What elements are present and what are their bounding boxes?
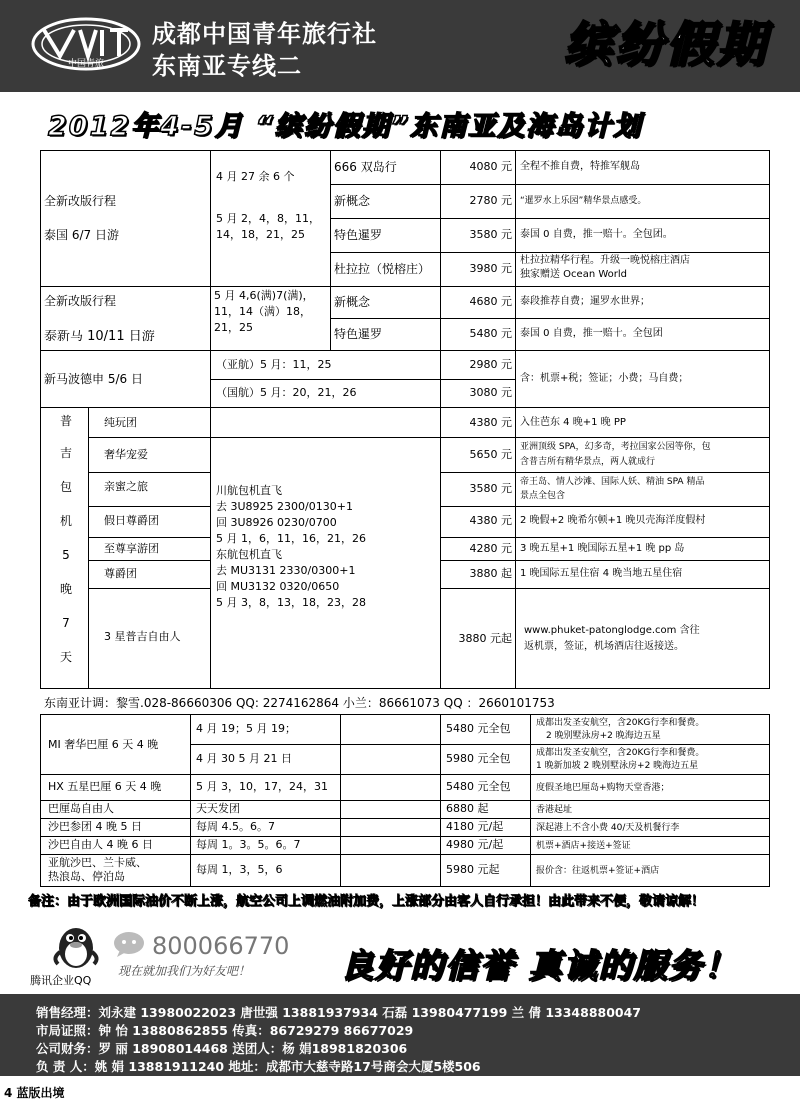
phuket-row-name: 3 星普吉自由人 (104, 630, 181, 643)
phuket-row-price: 3880 元起 (458, 632, 512, 645)
island-row-date: 4 月 19；5 月 19； (196, 722, 296, 735)
phuket-row-desc: 入住芭东 4 晚+1 晚 PP (520, 417, 626, 428)
thailand-row-price: 2780 元 (469, 194, 512, 207)
cyts-logo-icon (30, 16, 142, 72)
phuket-row-name: 亲蜜之旅 (104, 480, 148, 493)
phuket-row-desc: www.phuket-patonglodge.com 含往 (524, 625, 700, 636)
thailand-row-name: 666 双岛行 (334, 160, 397, 174)
phuket-row-desc: 1 晚国际五星住宿 4 晚当地五星住宿 (520, 568, 683, 579)
island-row-date: 天天发团 (196, 802, 240, 815)
remark-note: 备注：由于欧洲国际油价不断上涨，航空公司上调燃油附加费，上涨部分由客人自行承担！由此带来不便，敬请谅解！ (28, 894, 705, 909)
island-row-desc: 成都出发圣安航空，含20KG行李和餐费。 (536, 718, 705, 728)
phuket-flight-line: 5 月 1，6，11，16，21，26 (216, 532, 366, 545)
brand-title: 缤纷假期 (563, 17, 768, 73)
phuket-row-price: 5650 元 (469, 448, 512, 461)
qq-penguin-icon[interactable] (48, 922, 104, 970)
island-row-desc-2: 1 晚新加坡 2 晚别墅泳房+2 晚海边五星 (536, 761, 699, 771)
thailand-row-price: 3580 元 (469, 228, 512, 241)
phuket-vertical-char: 机 (59, 514, 72, 528)
phuket-row-desc-2: 景点全包含 (520, 491, 566, 501)
thai-malay-row-name: 新概念 (334, 295, 371, 309)
phuket-flight-line: 去 MU3131 2330/0300+1 (216, 564, 356, 577)
thai-malay-row-price: 4680 元 (469, 295, 512, 308)
phuket-row-desc: 2 晚假+2 晚希尔顿+1 晚贝壳海洋度假村 (520, 515, 706, 526)
thai-malay-dates-3: 21，25 (214, 321, 253, 334)
thailand-row-name: 杜拉拉（悦榕庄） (334, 262, 431, 276)
phuket-vertical-char: 吉 (59, 446, 72, 460)
thailand-row-desc: “暹罗水上乐园”精华景点感受。 (520, 196, 647, 206)
phuket-row-price: 3880 起 (469, 567, 512, 580)
island-row-desc: 香港起址 (536, 805, 573, 815)
phuket-flight-line: 去 3U8925 2300/0130+1 (216, 500, 353, 513)
phuket-row-name: 纯玩团 (104, 416, 137, 429)
island-row-date: 每周 4.5。6。7 (196, 820, 275, 833)
phuket-row-price: 3580 元 (469, 482, 512, 495)
thailand-dates-2b: 14，18，21，25 (216, 228, 305, 241)
island-row-date: 每周 1，3，5，6 (196, 863, 283, 876)
phuket-vertical-char: 普 (59, 414, 72, 428)
welcome-text: 现在就加我们为好友吧！ (118, 964, 251, 978)
phuket-row-desc-2: 含普吉所有精华景点，两人就成行 (520, 457, 656, 467)
slogan: 良好的信誉 真诚的服务！ (340, 946, 739, 985)
island-row-name: MI 奢华巴厘 6 天 4 晚 (48, 738, 159, 751)
malay-borneo-desc: 含：机票+税；签证；小费；马自费； (520, 373, 689, 384)
thailand-row-desc: 泰国 0 自费，推一赔十。全包团。 (520, 229, 673, 240)
phuket-flight-line: 5 月 3，8，13，18，23，28 (216, 596, 366, 609)
phuket-vertical-char: 晚 (59, 582, 72, 596)
phuket-row-name: 奢华宠爱 (104, 448, 148, 461)
phuket-vertical-char: 天 (59, 650, 72, 664)
island-row-desc-2: 2 晚别墅泳房+2 晚海边五星 (546, 731, 661, 741)
thai-malay-label-2: 泰新马 10/11 日游 (44, 330, 155, 344)
thai-malay-label-1: 全新改版行程 (44, 294, 117, 308)
svg-text:中国青旅: 中国青旅 (67, 59, 105, 69)
island-row-name: 亚航沙巴、兰卡威、 (48, 856, 147, 869)
phuket-flight-line: 东航包机直飞 (216, 548, 282, 561)
malay-borneo-row-2: （国航）5 月：20，21，26 (216, 386, 357, 399)
phuket-row-desc: 帝王岛、情人沙滩、国际人妖、精油 SPA 精品 (520, 477, 705, 487)
island-row-price: 5480 元全包 (446, 780, 511, 793)
thailand-row-price: 3980 元 (469, 262, 512, 275)
thailand-row-name: 新概念 (334, 194, 371, 208)
contact-footer (0, 994, 800, 1076)
manager-address: 负 责 人：姚 娟 13881911240 地址：成都市大慈寺路17号商会大厦5楼506 (36, 1059, 481, 1074)
thailand-label-2: 泰国 6/7 日游 (44, 228, 119, 242)
license-fax: 市局证照：钟 怡 13880862855 传真：86729279 86677029 (36, 1023, 414, 1038)
sea-contact: 东南亚计调：黎雪.028-86660306 QQ: 2274162864 小兰：86661073 QQ ：2660101753 (44, 696, 555, 710)
malay-borneo-row-1: （亚航）5 月：11，25 (216, 358, 332, 371)
island-row-desc: 深起港上不含小费 40/天及机餐行李 (536, 823, 680, 833)
island-row-name-2: 热浪岛、停泊岛 (48, 870, 125, 883)
island-row-name: 沙巴自由人 4 晚 6 日 (48, 838, 153, 851)
island-row-price: 5480 元全包 (446, 722, 511, 735)
header-banner (0, 0, 800, 92)
phuket-row-desc: 亚洲顶级 SPA，幻多奇，考拉国家公园等你，包 (520, 442, 711, 452)
chat-bubble-icon (112, 930, 146, 958)
island-row-name: 巴厘岛自由人 (48, 802, 114, 815)
malay-borneo-label: 新马波德申 5/6 日 (44, 372, 143, 386)
phuket-vertical-char: 5 (62, 548, 70, 562)
island-row-price: 5980 元全包 (446, 752, 511, 765)
phuket-row-desc: 3 晚五星+1 晚国际五星+1 晚 pp 岛 (520, 543, 685, 554)
phuket-row-name: 至尊享游团 (104, 542, 159, 555)
thailand-row-desc-2: 独家赠送 Ocean World (520, 269, 628, 280)
line-name: 东南亚专线二 (152, 52, 302, 80)
thai-malay-row-price: 5480 元 (469, 327, 512, 340)
page-footer-label: 4 蓝版出境 (4, 1086, 65, 1100)
sales-managers: 销售经理：刘永建 13980022023 唐世强 13881937934 石磊 13980477199 兰 倩 13348880047 (36, 1005, 642, 1020)
island-row-price: 6880 起 (446, 802, 489, 815)
island-row-price: 5980 元起 (446, 863, 500, 876)
thailand-label-1: 全新改版行程 (44, 194, 117, 208)
thai-malay-dates-2: 11，14（满）18， (214, 305, 311, 318)
island-row-desc: 机票+酒店+接送+签证 (536, 841, 631, 851)
phuket-vertical-char: 7 (62, 616, 70, 630)
island-row-price: 4980 元/起 (446, 838, 504, 851)
page-subtitle: 2012年4-5月 “缤纷假期”东南亚及海岛计划 (48, 111, 643, 142)
agency-name: 成都中国青年旅行社 (152, 20, 377, 48)
thailand-dates-2a: 5 月 2，4，8，11， (216, 212, 320, 225)
thailand-row-desc: 全程不推自费，特推军舰岛 (520, 161, 640, 172)
thai-malay-row-name: 特色暹罗 (334, 327, 383, 341)
island-row-desc: 成都出发圣安航空，含20KG行李和餐费。 (536, 748, 705, 758)
phuket-flight-line: 回 3U8926 0230/0700 (216, 516, 337, 529)
thai-malay-dates-1: 5 月 4,6(满)7(满)， (214, 289, 314, 302)
island-row-desc: 度假圣地巴厘岛+购物天堂香港； (536, 783, 670, 793)
thailand-row-desc: 杜拉拉精华行程。升级一晚悦榕庄酒店 (520, 255, 690, 266)
malay-borneo-price-1: 2980 元 (469, 358, 512, 371)
phuket-flight-line: 回 MU3132 0320/0650 (216, 580, 340, 593)
finance-contacts: 公司财务：罗 丽 18908014468 送团人：杨 娟18981820306 (36, 1041, 408, 1056)
phuket-row-name: 假日尊爵团 (104, 514, 159, 527)
island-row-date: 4 月 30 5 月 21 日 (196, 752, 292, 765)
malay-borneo-price-2: 3080 元 (469, 386, 512, 399)
thailand-row-name: 特色暹罗 (334, 228, 383, 242)
phuket-row-price: 4380 元 (469, 514, 512, 527)
thailand-dates-1: 4 月 27 余 6 个 (216, 170, 295, 183)
phuket-row-desc-2: 返机票，签证，机场酒店往返接送。 (524, 641, 684, 652)
qq-label: 腾讯企业QQ (30, 974, 92, 987)
island-row-desc: 报价含：往返机票+签证+酒店 (536, 866, 660, 876)
phuket-row-price: 4380 元 (469, 416, 512, 429)
island-row-name: 沙巴参团 4 晚 5 日 (48, 820, 142, 833)
hotline-number[interactable]: 800066770 (152, 932, 290, 960)
island-row-price: 4180 元/起 (446, 820, 504, 833)
thailand-row-price: 4080 元 (469, 160, 512, 173)
phuket-row-price: 4280 元 (469, 542, 512, 555)
phuket-vertical-char: 包 (59, 480, 72, 494)
island-row-date: 每周 1。3。5。6。7 (196, 838, 301, 851)
phuket-row-name: 尊爵团 (104, 567, 137, 580)
thai-malay-row-desc: 泰段推荐自费；暹罗水世界； (520, 296, 650, 307)
island-row-date: 5 月 3，10，17，24，31 (196, 780, 328, 793)
island-row-name: HX 五星巴厘 6 天 4 晚 (48, 780, 162, 793)
thai-malay-row-desc: 泰国 0 自费，推一赔十。全包团 (520, 328, 663, 339)
phuket-flight-line: 川航包机直飞 (216, 484, 282, 497)
